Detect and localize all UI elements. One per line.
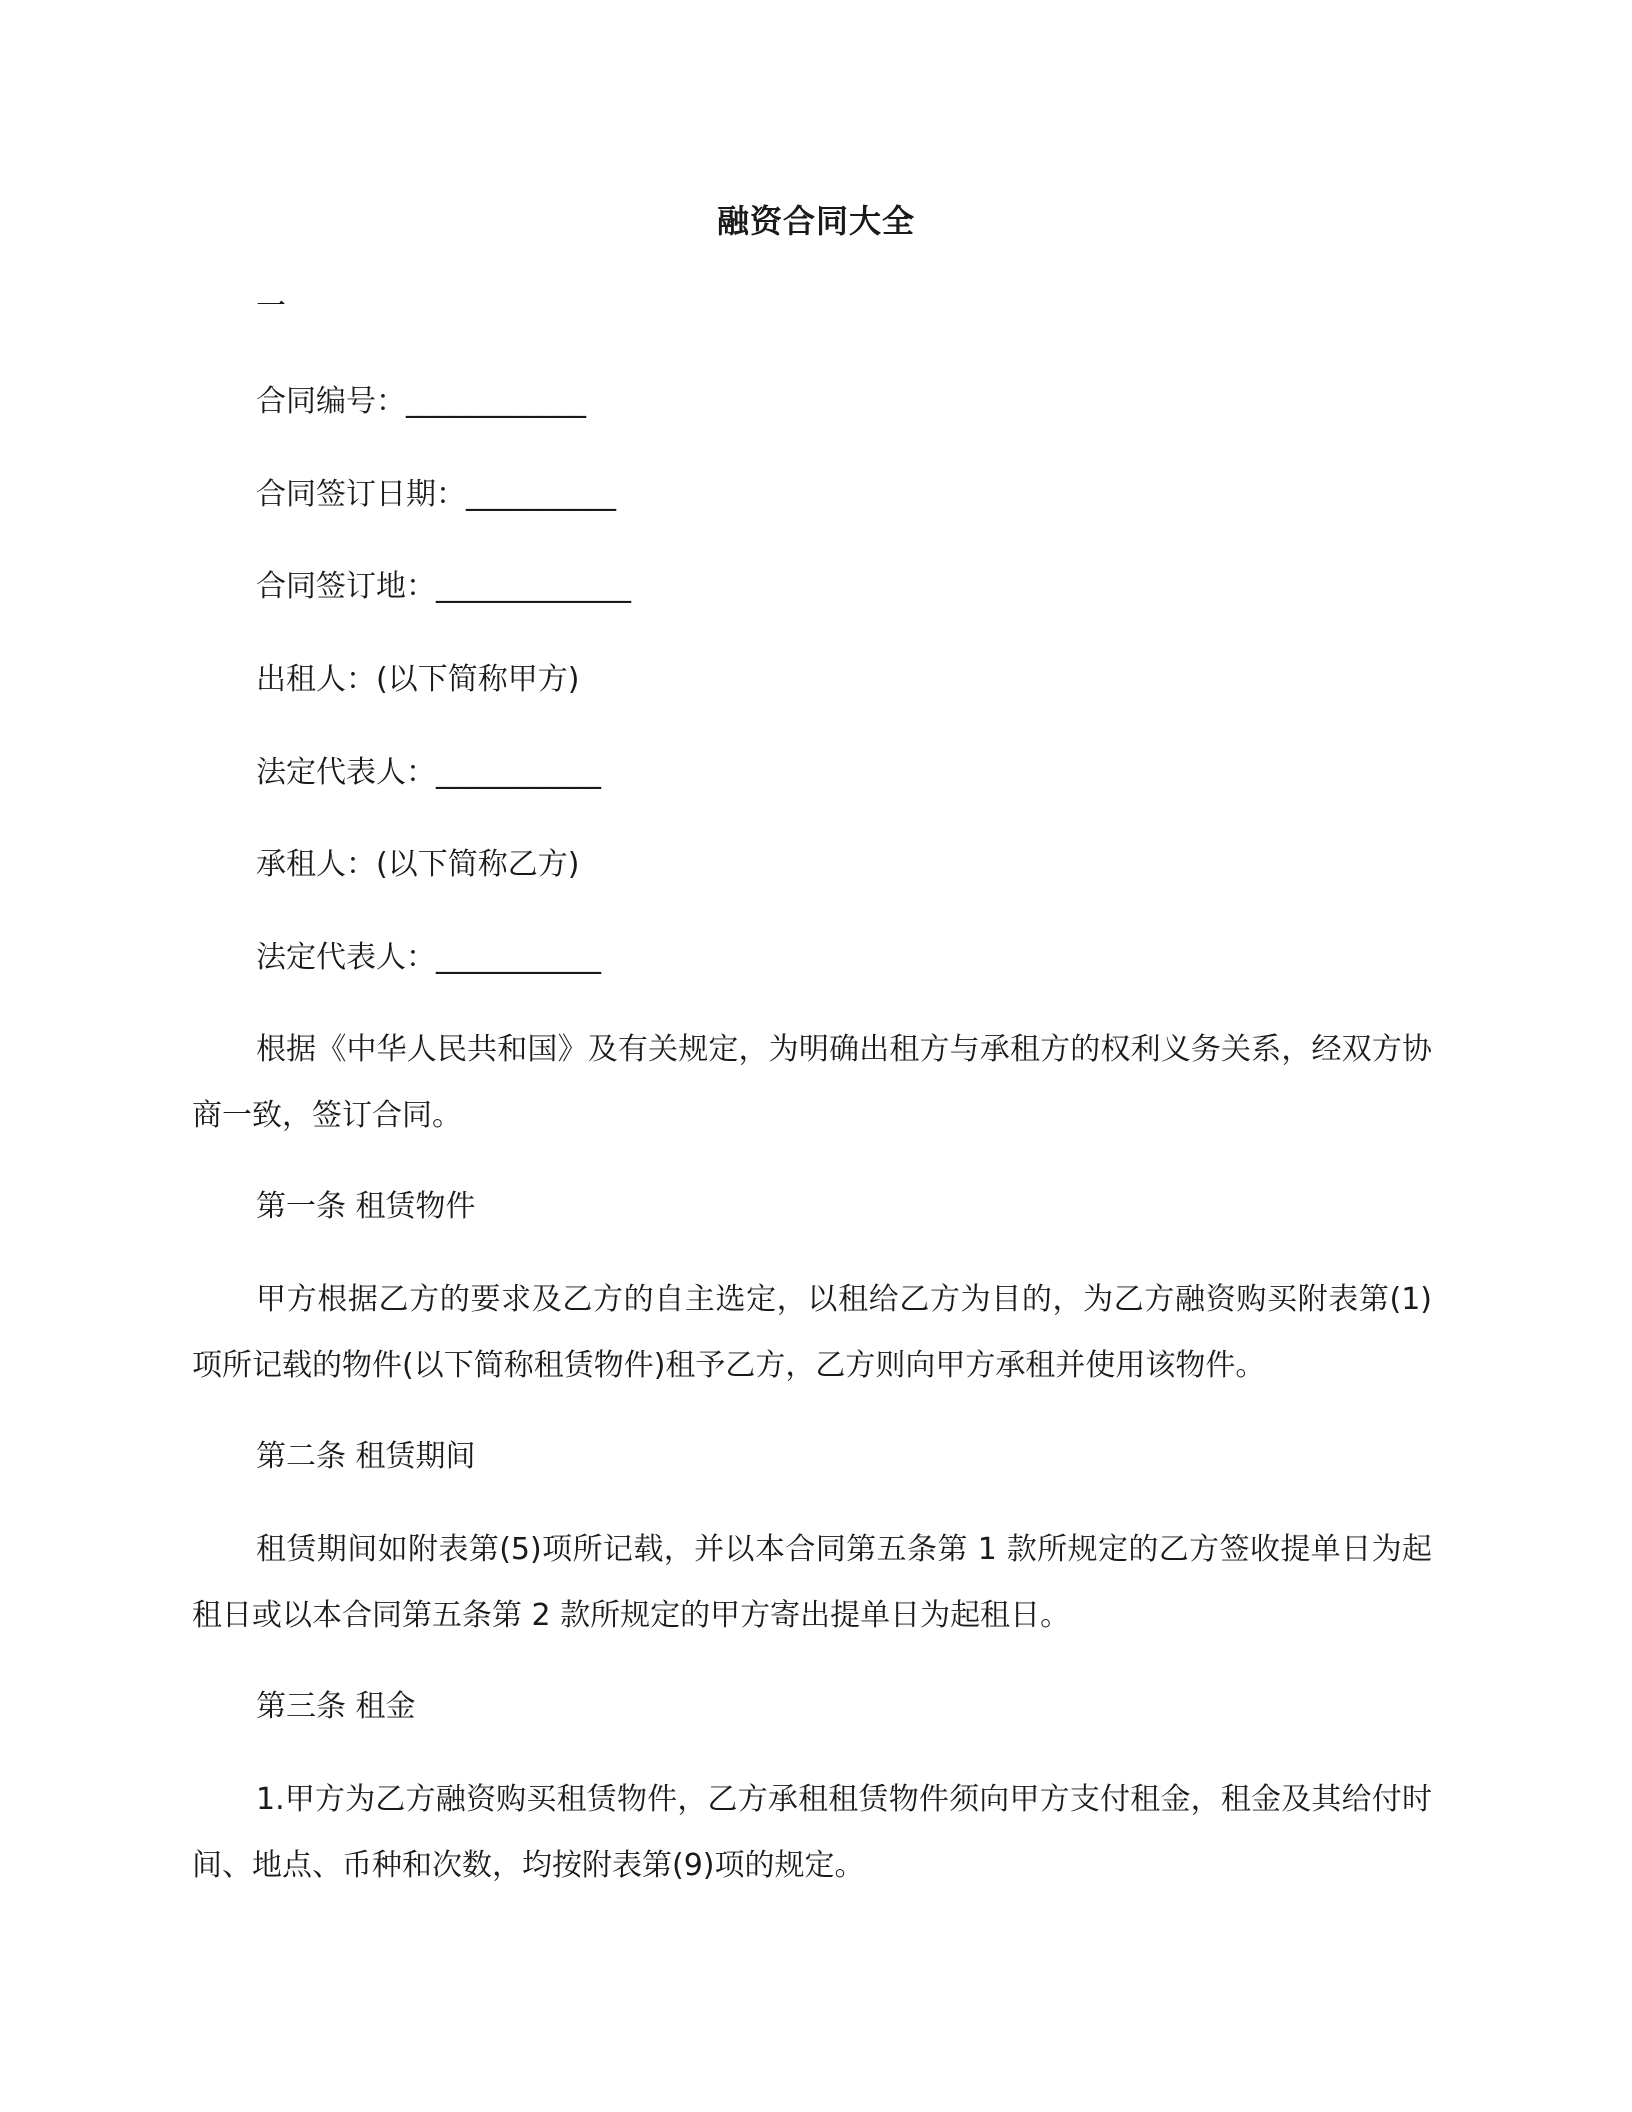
article-3-paragraph: 1.甲方为乙方融资购买租赁物件，乙方承租租赁物件须向甲方支付租金，租金及其给付时间、地点、币种和次数，均按附表第(9)项的规定。 [192,1782,1432,1883]
contract-number-line: 合同编号：____________ [256,384,586,419]
article-2-heading: 第二条 租赁期间 [256,1439,476,1474]
section-marker: 一 [256,289,286,324]
article-1-paragraph: 甲方根据乙方的要求及乙方的自主选定，以租给乙方为目的，为乙方融资购买附表第(1)项所记载的物件(以下简称租赁物件)租予乙方，乙方则向甲方承租并使用该物件。 [192,1282,1432,1383]
article-1-heading: 第一条 租赁物件 [256,1189,476,1224]
document-title: 融资合同大全 [716,202,915,240]
intro-paragraph: 根据《中华人民共和国》及有关规定，为明确出租方与承租方的权利义务关系，经双方协商一致，签订合同。 [192,1032,1432,1133]
lessee-representative-line: 法定代表人：___________ [256,940,601,975]
article-3-heading: 第三条 租金 [256,1689,416,1724]
sign-place-line: 合同签订地：_____________ [256,569,631,604]
lessor-representative-line: 法定代表人：___________ [256,755,601,790]
lessee-line: 承租人：(以下简称乙方) [256,847,580,882]
article-2-paragraph: 租赁期间如附表第(5)项所记载，并以本合同第五条第 1 款所规定的乙方签收提单日为起租日或以本合同第五条第 2 款所规定的甲方寄出提单日为起租日。 [192,1532,1432,1633]
sign-date-line: 合同签订日期：__________ [256,477,616,512]
lessor-line: 出租人：(以下简称甲方) [256,662,580,697]
